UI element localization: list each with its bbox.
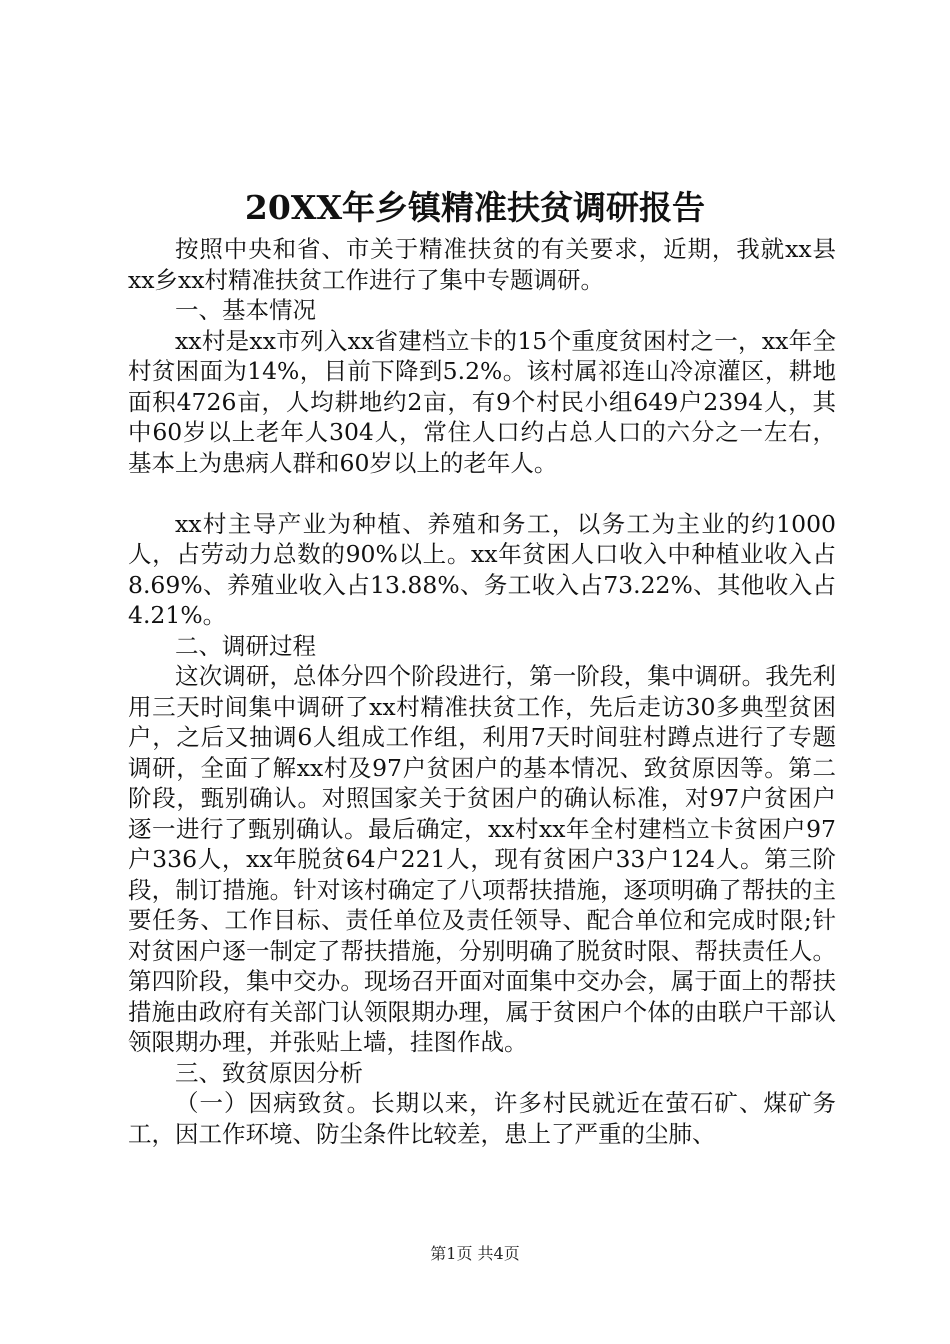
section-heading-research-process: 二、调研过程 (175, 631, 316, 660)
paragraph-illness-cause: （一）因病致贫。长期以来，许多村民就近在萤石矿、煤矿务工，因工作环境、防尘条件比较差，患上了严重的尘肺、 (128, 1089, 836, 1148)
page-footer: 第1页 共4页 (430, 1244, 520, 1263)
section-heading-basic-info: 一、基本情况 (175, 296, 316, 324)
document-title: 20XX年乡镇精准扶贫调研报告 (244, 188, 706, 227)
section-heading-poverty-causes: 三、致贫原因分析 (175, 1058, 363, 1087)
paragraph-intro: 按照中央和省、市关于精准扶贫的有关要求，近期，我就xx县xx乡xx村精准扶贫工作进行了集中专题调研。 (128, 235, 836, 294)
paragraph-industry: xx村主导产业为种植、养殖和务工，以务工为主业的约1000人，占劳动力总数的90%以上。xx年贫困人口收入中种植业收入占8.69%、养殖业收入占13.88%、务工收入占73.22%、其他收入占4.21%。 (128, 509, 836, 629)
paragraph-spacer (128, 478, 836, 509)
document-body (128, 234, 836, 1149)
paragraph-research-stages: 这次调研，总体分四个阶段进行，第一阶段，集中调研。我先利用三天时间集中调研了xx村精准扶贫工作，先后走访30多典型贫困户，之后又抽调6人组成工作组，利用7天时间驻村蹲点进行了专题调研，全面了解xx村及97户贫困户的基本情况、致贫原因等。第二阶段，甄别确认。对照国家关于贫困户的确认标准，对97户贫困户逐一进行了甄别确认。最后确定，xx村xx年全村建档立卡贫困户97户336人，xx年脱贫64户221人，现有贫困户33户124人。第三阶段，制订措施。针对该村确定了八项帮扶措施，逐项明确了帮扶的主要任务、工作目标、责任单位及责任领导、配合单位和完成时限;针对贫困户逐一制定了帮扶措施，分别明确了脱贫时限、帮扶责任人。第四阶段，集中交办。现场召开面对面集中交办会，属于面上的帮扶措施由政府有关部门认领限期办理，属于贫困户个体的由联户干部认领限期办理，并张贴上墙，挂图作战。 (128, 662, 836, 1056)
paragraph-village-overview: xx村是xx市列入xx省建档立卡的15个重度贫困村之一，xx年全村贫困面为14%，目前下降到5.2%。该村属祁连山冷凉灌区，耕地面积4726亩，人均耕地约2亩，有9个村民小组649户2394人，其中60岁以上老年人304人，常住人口约占总人口的六分之一左右，基本上为患病人群和60岁以上的老年人。 (128, 326, 836, 477)
